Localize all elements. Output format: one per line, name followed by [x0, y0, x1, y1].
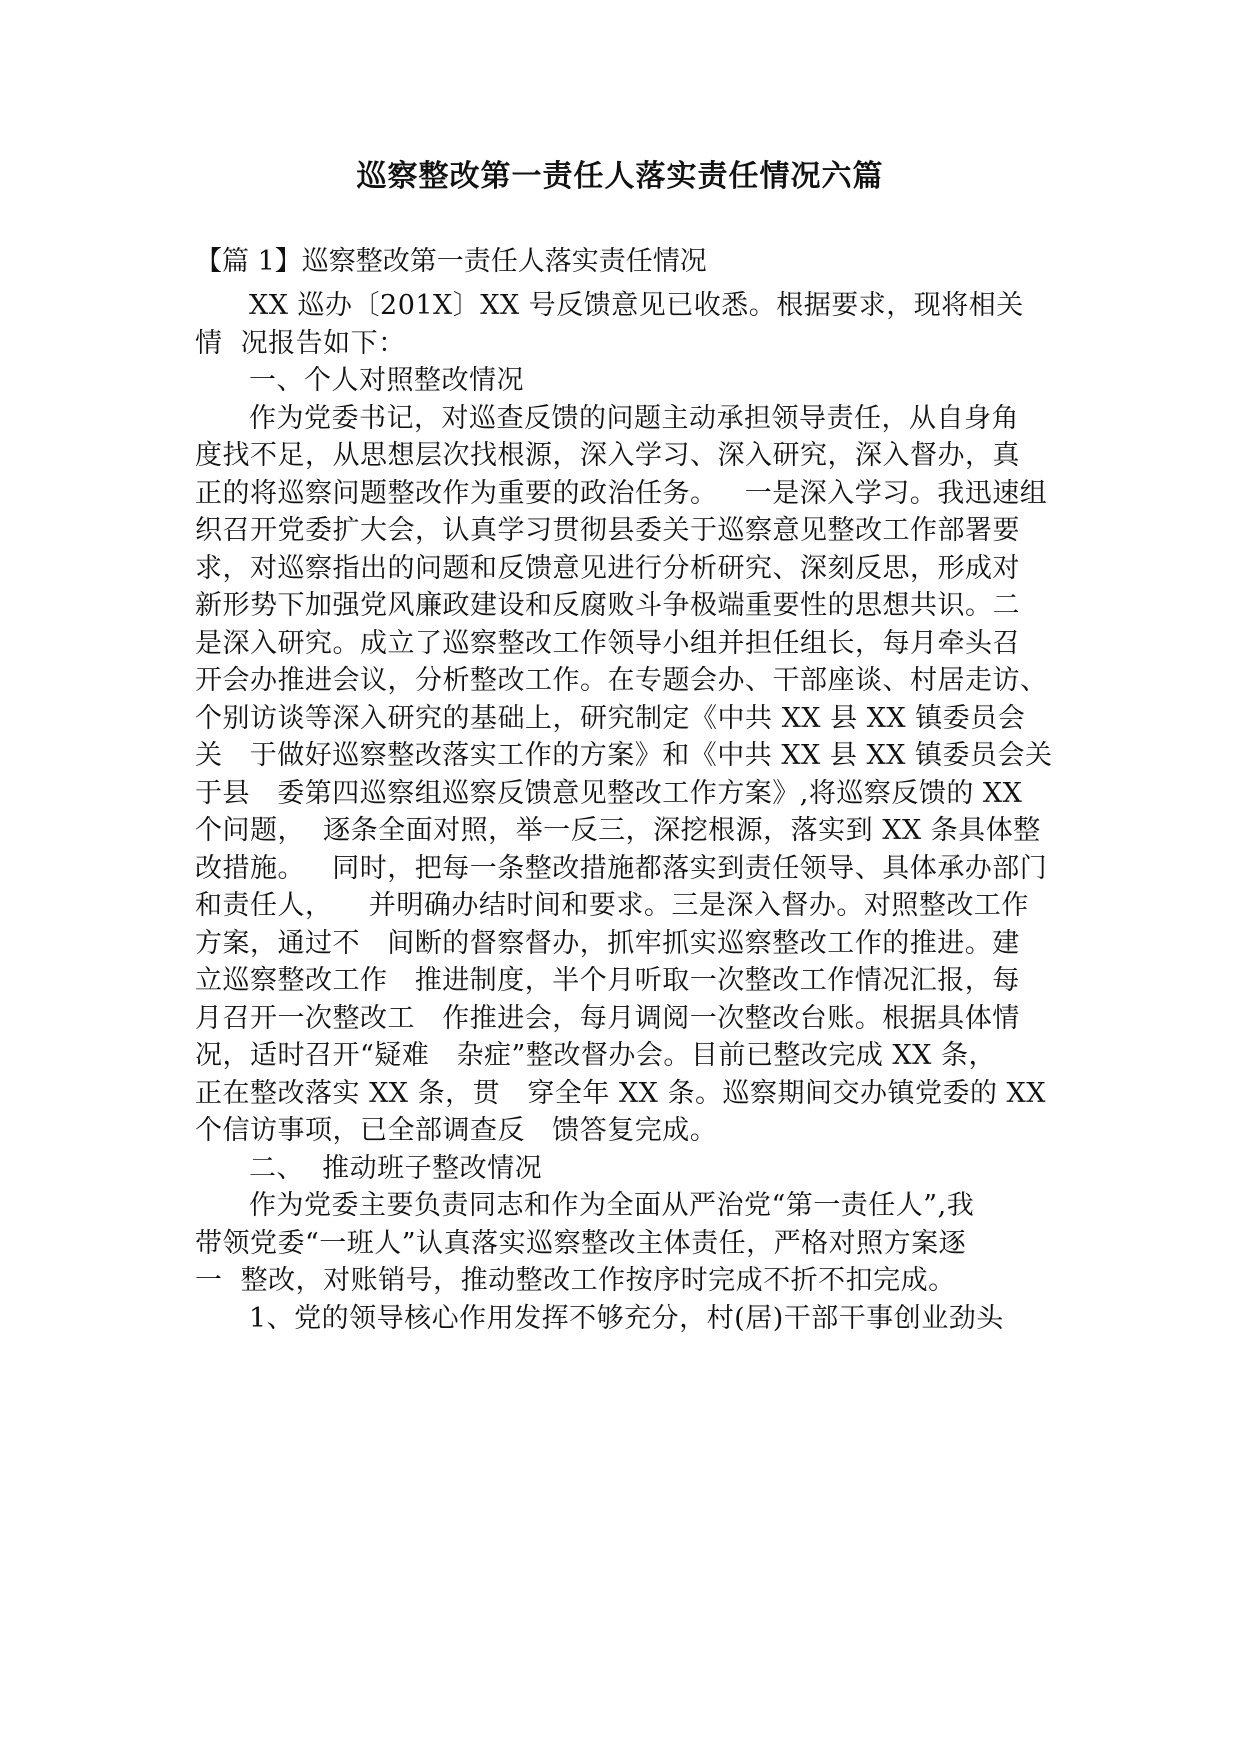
body-line: 作为党委书记，对巡查反馈的问题主动承担领导责任，从自身角	[249, 402, 1019, 434]
body-line: 月召开一次整改工 作推进会，每月调阅一次整改台账。根据具体情	[195, 1002, 1020, 1034]
body-line: 织召开党委扩大会，认真学习贯彻县委关于巡察意见整改工作部署要	[195, 515, 1020, 546]
document-body	[195, 287, 1075, 1337]
body-line: 个别访谈等深入研究的基础上，研究制定《中共 XX 县 XX 镇委员会	[195, 702, 1026, 734]
body-line: 正在整改落实 XX 条，贯 穿全年 XX 条。巡察期间交办镇党委的 XX	[195, 1077, 1046, 1109]
body-line: 一 整改，对账销号，推动整改工作按序时完成不折不扣完成。	[195, 1265, 956, 1296]
body-line: 立巡察整改工作 推进制度，半个月听取一次整改工作情况汇报，每	[195, 965, 1020, 996]
body-line: 带领党委“一班人”认真落实巡察整改主体责任，严格对照方案逐	[195, 1227, 967, 1259]
body-line: 改措施。 同时，把每一条整改措施都落实到责任领导、具体承办部门	[195, 852, 1048, 884]
body-line: 新形势下加强党风廉政建设和反腐败斗争极端重要性的思想共识。二	[195, 590, 1020, 621]
body-line: 个信访事项，已全部调查反 馈答复完成。	[195, 1115, 718, 1146]
body-line: 是深入研究。成立了巡察整改工作领导小组并担任组长，每月牵头召	[195, 627, 1020, 659]
body-line: 正的将巡察问题整改作为重要的政治任务。 一是深入学习。我迅速组	[195, 477, 1048, 509]
body-line: 和责任人， 并明确办结时间和要求。三是深入督办。对照整改工作	[195, 890, 1029, 921]
subsection-heading: 二、 推动班子整改情况	[249, 1152, 543, 1184]
body-line: 开会办推进会议，分析整改工作。在专题会办、干部座谈、村居走访、	[195, 665, 1048, 696]
section-heading: 【篇 1】巡察整改第一责任人落实责任情况	[195, 246, 707, 277]
body-line: 度找不足，从思想层次找根源，深入学习、深入研究，深入督办，真	[195, 440, 1020, 471]
body-line: XX 巡办〔201X〕XX 号反馈意见已收悉。根据要求，现将相关	[249, 290, 1024, 321]
body-line: 1、党的领导核心作用发挥不够充分，村(居)干部干事创业劲头	[249, 1302, 1004, 1334]
body-line: 于县 委第四巡察组巡察反馈意见整改工作方案》,将巡察反馈的 XX	[195, 777, 1023, 809]
body-line: 况，适时召开“疑难 杂症”整改督办会。目前已整改完成 XX 条，	[195, 1040, 996, 1071]
body-line: 情 况报告如下：	[195, 327, 406, 359]
body-line: 关 于做好巡察整改落实工作的方案》和《中共 XX 县 XX 镇委员会关	[195, 740, 1053, 771]
body-line: 方案，通过不 间断的督察督办，抓牢抓实巡察整改工作的推进。建	[195, 927, 1020, 959]
body-line: 作为党委主要负责同志和作为全面从严治党“第一责任人”,我	[249, 1190, 975, 1221]
subsection-heading: 一、个人对照整改情况	[249, 365, 524, 396]
body-line: 个问题， 逐条全面对照，举一反三，深挖根源，落实到 XX 条具体整	[195, 815, 1041, 846]
body-line: 求，对巡察指出的问题和反馈意见进行分析研究、深刻反思，形成对	[195, 552, 1020, 584]
document-title: 巡察整改第一责任人落实责任情况六篇	[356, 159, 884, 194]
